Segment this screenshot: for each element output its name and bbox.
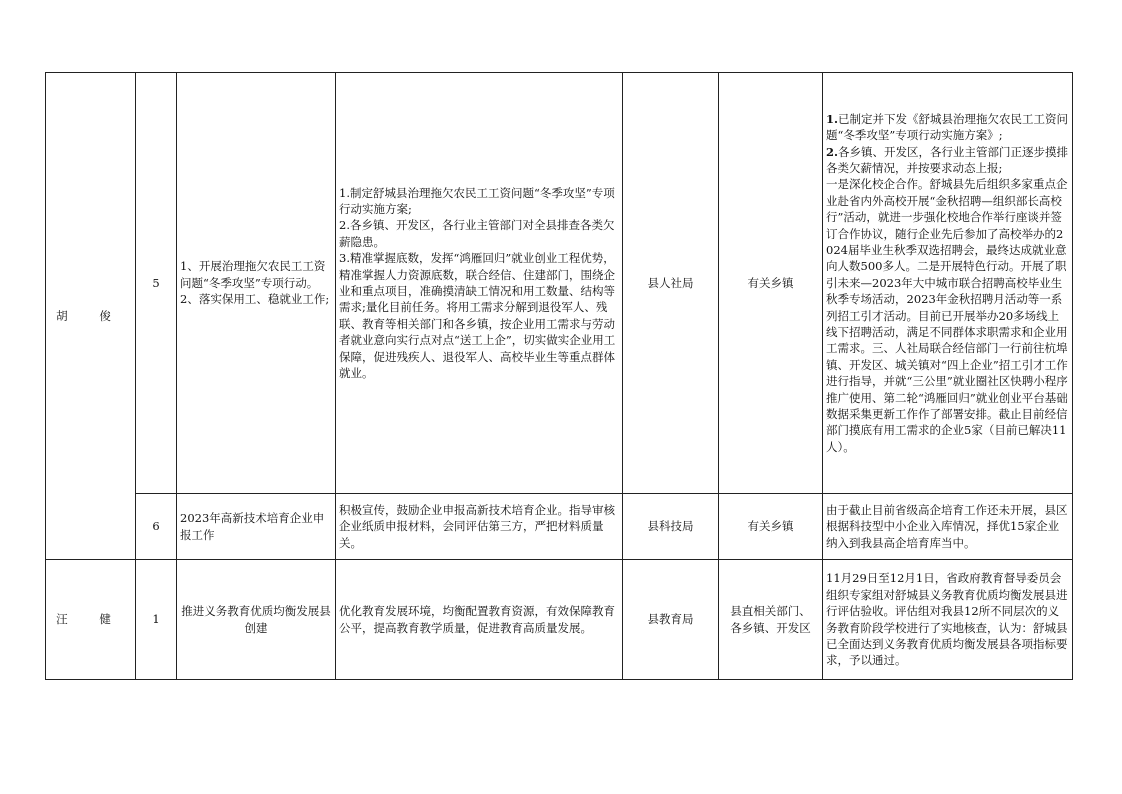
work-progress-table [45,72,1073,680]
leader-cell: 胡 俊 [46,73,136,560]
item-number: 6 [136,494,177,560]
table-row [46,560,1073,680]
table-row [46,73,1073,494]
progress-text: 已制定并下发《舒城县治理拖欠农民工工资问题“冬季攻坚”专项行动实施方案》; [826,111,1069,143]
measure-cell [336,73,623,494]
lead-unit-cell: 县科技局 [623,494,719,560]
lead-unit-cell: 县人社局 [623,73,719,494]
progress-line: 一是深化校企合作。舒城县先后组织多家重点企业赴省内外高校开展“金秋招聘—组织部长高校行”活动，就进一步强化校地合作举行座谈并签订合作协议，随行企业先后参加了高校举办的2024届毕业生秋季双选招聘会，最终达成就业意向人数500多人。二是开展特色行动。开展了职引未来—2023年大中城市联合招聘高校毕业生秋季专场活动，2023年金秋招聘月活动等一系列招工引才活动。目前已开展举办20多场线上线下招聘活动，满足不同群体求职需求和企业用工需求。三、人社局联合经信部门一行前往杭埠镇、开发区、城关镇对“四上企业”招工引才工作进行指导，并就“三公里”就业圈社区快聘小程序推广使用、第二轮“鸿雁回归”就业创业平台基础数据采集更新工作作了部署安排。截止目前经信部门摸底有用工需求的企业5家（目前已解决11人）。 [826,177,1068,454]
measure-cell: 积极宣传，鼓励企业申报高新技术培育企业。指导审核企业纸质申报材料，会同评估第三方，严把材料质量关。 [336,494,623,560]
coop-unit-cell: 有关乡镇 [719,494,823,560]
progress-cell: 11月29日至12月1日，省政府教育督导委员会组织专家组对舒城县义务教育优质均衡发展县进行评估验收。评估组对我县12所不同层次的义务教育阶段学校进行了实地核查，认为：舒城县已全面达到义务教育优质均衡发展县各项指标要求，予以通过。 [823,560,1073,680]
task-line: 1、开展治理拖欠农民工工资问题“冬季攻坚”专项行动。 [180,259,326,290]
item-number: 1 [136,560,177,680]
progress-text: 各乡镇、开发区，各行业主管部门正逐步摸排各类欠薪情况，并按要求动态上报; [826,144,1069,175]
progress-number: 2. [826,144,839,159]
coop-unit-line: 县直相关部门、 [730,604,811,619]
progress-number: 1. [826,111,839,126]
measure-line: 3.精准掌握底数，发挥“鸿雁回归”就业创业工程优势，精准掌握人力资源底数，联合经信、住建部门，围绕企业和重点项目，准确摸清缺工情况和用工数量、结构等需求;量化目前任务。将用工需求分解到退役军人、残联、教育等相关部门和各乡镇，按企业用工需求与劳动者就业意向实行点对点“送工上企”，切实做实企业用工保障，促进残疾人、退役军人、高校毕业生等重点群体就业。 [339,251,616,381]
task-cell: 推进义务教育优质均衡发展县创建 [177,560,336,680]
leader-cell: 汪 健 [46,560,136,680]
progress-cell: 由于截止目前省级高企培育工作还未开展，县区根据科技型中小企业入库情况，择优15家企业纳入到我县高企培育库当中。 [823,494,1073,560]
task-line: 2、落实保用工、稳就业工作; [180,292,330,307]
table-row [46,494,1073,560]
progress-line [826,111,1069,144]
measure-line: 2.各乡镇、开发区，各行业主管部门对全县排查各类欠薪隐患。 [339,218,615,249]
lead-unit-cell: 县教育局 [623,560,719,680]
task-cell: 2023年高新技术培育企业申报工作 [177,494,336,560]
coop-unit-cell: 有关乡镇 [719,73,823,494]
progress-line [826,144,1069,177]
measure-line: 1.制定舒城县治理拖欠农民工工资问题“冬季攻坚”专项行动实施方案; [339,185,615,216]
task-cell [177,73,336,494]
coop-unit-cell [719,560,823,680]
coop-unit-line: 各乡镇、开发区 [730,620,811,635]
measure-cell: 优化教育发展环境，均衡配置教育资源，有效保障教育公平，提高教育教学质量，促进教育高质量发展。 [336,560,623,680]
item-number: 5 [136,73,177,494]
progress-cell [823,73,1073,494]
